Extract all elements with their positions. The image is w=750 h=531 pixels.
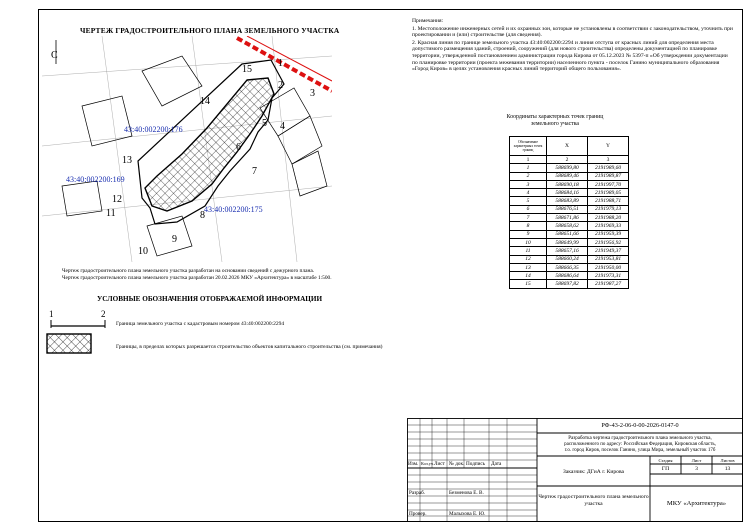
north-arrow-icon xyxy=(51,40,58,64)
table-cell: 8 xyxy=(510,222,547,230)
stamp-stage: ГП xyxy=(661,466,670,472)
table-row xyxy=(510,263,629,271)
point-label-4: 4 xyxy=(280,121,285,132)
point-label-15: 15 xyxy=(242,64,252,75)
stamp-sheet: 3 xyxy=(695,466,698,472)
title-block xyxy=(407,418,743,522)
point-label-14: 14 xyxy=(200,96,210,107)
svg-text:1: 1 xyxy=(49,309,54,319)
table-cell: 2 xyxy=(510,172,547,180)
col-header-point: Обозначение характерных точек границ xyxy=(510,137,547,156)
note-item-1: 1. Местоположение инженерных сетей и их охранных зон, которые не установлены в соответствии с законодательством, уточнить при проектировании и (или) строительстве (для сведения). xyxy=(412,25,733,39)
notes-block xyxy=(412,18,734,74)
table-cell: 2191950,00 xyxy=(588,263,629,271)
table-row xyxy=(510,238,629,246)
table-cell: 588697,82 xyxy=(547,280,588,288)
point-label-11: 11 xyxy=(106,208,116,219)
table-cell: 2191989,05 xyxy=(588,189,629,197)
table-cell: 2191988,20 xyxy=(588,214,629,222)
table-cell: 2191956,92 xyxy=(588,238,629,246)
table-row xyxy=(510,247,629,255)
table-cell: 13 xyxy=(510,263,547,271)
table-row xyxy=(510,272,629,280)
point-label-10: 10 xyxy=(138,246,148,257)
point-label-6: 6 xyxy=(236,142,241,153)
basis-text: Чертеж градостроительного плана земельного участка разработан на основании сведений с дежурного плана. Чертеж градостроительного плана земельного участка разработан 20.02.2026 МКУ «Архитектура» в масштабе 1:500. xyxy=(62,268,332,281)
table-cell: 4 xyxy=(510,189,547,197)
stamp-drawing-title: Чертеж градостроительного плана земельного участка xyxy=(538,494,649,507)
point-label-8: 8 xyxy=(200,210,205,221)
table-cell: 2191979,13 xyxy=(588,205,629,213)
table-row xyxy=(510,197,629,205)
notes-heading: Примечания: xyxy=(412,18,444,24)
table-row xyxy=(510,222,629,230)
table-cell: 14 xyxy=(510,272,547,280)
stamp-col-date: Дата xyxy=(491,461,502,467)
point-label-5: 5 xyxy=(262,118,267,129)
stamp-dev-name: Безменова Е. В. xyxy=(449,490,484,496)
table-cell: 2191949,37 xyxy=(588,247,629,255)
table-cell: 588684,16 xyxy=(547,189,588,197)
stamp-col-doc: № док. xyxy=(449,461,465,467)
stamp-chk-label: Провер. xyxy=(409,511,427,517)
table-cell: 588658,62 xyxy=(547,222,588,230)
table-cell: 1 xyxy=(510,164,547,172)
table-cell: 588683,89 xyxy=(547,197,588,205)
point-label-13: 13 xyxy=(122,155,132,166)
stamp-sheets-header: Листов xyxy=(720,458,735,463)
table-row xyxy=(510,189,629,197)
point-label-9: 9 xyxy=(172,234,177,245)
stamp-chk-name: Малыхова Е. Ю. xyxy=(449,511,486,517)
table-cell: 588651,66 xyxy=(547,230,588,238)
parcel-label-169: 43:40:002200:169 xyxy=(66,175,125,184)
table-row xyxy=(510,205,629,213)
table-cell: 588657,16 xyxy=(547,247,588,255)
point-label-2: 2 xyxy=(278,80,283,91)
table-cell: 588666,35 xyxy=(547,263,588,271)
stamp-col-sign: Подпись xyxy=(466,461,486,467)
table-cell: 2191987,27 xyxy=(588,280,629,288)
table-row xyxy=(510,230,629,238)
table-cell: 5 xyxy=(510,197,547,205)
table-cell: 2191953,81 xyxy=(588,255,629,263)
table-cell: 11 xyxy=(510,247,547,255)
table-row xyxy=(510,172,629,180)
svg-text:2: 2 xyxy=(101,309,106,319)
stamp-col-koluch: Кол.уч. xyxy=(421,461,435,466)
point-label-12: 12 xyxy=(112,194,122,205)
svg-text:С: С xyxy=(51,50,58,61)
table-cell: 2191989,87 xyxy=(588,172,629,180)
table-cell: 588690,18 xyxy=(547,180,588,188)
table-cell: 2191973,31 xyxy=(588,272,629,280)
table-cell: 588686,64 xyxy=(547,272,588,280)
hatch-symbol xyxy=(46,333,92,354)
table-row xyxy=(510,180,629,188)
stamp-customer: Заказчик: ДГиА г. Кирова xyxy=(562,469,625,475)
table-cell: 2191959,39 xyxy=(588,230,629,238)
col-header-y: Y xyxy=(588,137,629,156)
legend-hatch-text: Границы, в пределах которых разрешается строительство объектов капитального строительства (см. примечания) xyxy=(116,344,383,350)
table-cell: 7 xyxy=(510,214,547,222)
stamp-col-izm: Изм. xyxy=(408,461,419,467)
stamp-organization: МКУ «Архитектура» xyxy=(666,500,727,507)
point-label-3: 3 xyxy=(310,88,315,99)
site-plan-map xyxy=(42,36,332,262)
table-cell: 6 xyxy=(510,205,547,213)
table-cell: 588689,46 xyxy=(547,172,588,180)
parcel-label-175: 43:40:002200:175 xyxy=(204,205,263,214)
stamp-stage-header: Стадия xyxy=(658,458,673,463)
table-cell: 588676,51 xyxy=(547,205,588,213)
table-cell: 3 xyxy=(510,180,547,188)
table-cell: 588699,80 xyxy=(547,164,588,172)
page-title: ЧЕРТЕЖ ГРАДОСТРОИТЕЛЬНОГО ПЛАНА ЗЕМЕЛЬНОГО УЧАСТКА xyxy=(80,26,340,35)
stamp-sheets: 13 xyxy=(724,466,731,472)
legend-boundary-text: Граница земельного участка с кадастровым номером 43:40:002200:2294 xyxy=(116,321,285,327)
table-cell: 9 xyxy=(510,230,547,238)
coordinates-title: Координаты характерных точек границ земельного участка xyxy=(506,114,604,127)
table-cell: 10 xyxy=(510,238,547,246)
table-row xyxy=(510,214,629,222)
legend-title: УСЛОВНЫЕ ОБОЗНАЧЕНИЯ ОТОБРАЖАЕМОЙ ИНФОРМАЦИИ xyxy=(97,295,323,303)
table-cell: 2191969,33 xyxy=(588,222,629,230)
note-item-2: 2. Красная линия по границе земельного участка 43:40:002200:2294 и линия отступа от красных линий для определения места допустимого размещения зданий, строений, сооружений (для нового строительства) определены документацией по планировке территории, утвержденной постановлением администрации города Кирова от 05.12.2023 № 5397-п «Об утверждении документации по планировке территории (проекта межевания территории) населенного пункта - поселок Ганино муниципального образования «Город Киров» в целях установления красных линий территорий общего пользования». xyxy=(412,39,728,73)
stamp-description: Разработка чертежа градостроительного плана земельного участка, расположенного по адресу: Российская Федерация, Кировская область, г.о. город Киров, поселок Ганино, улица Мира, земельный участок 17б xyxy=(564,436,716,453)
coordinates-table: Обозначение характерных точек границ X Y 1 2 3 1 588699,80 2191989,60 2 588689,46 2191989,87 3 588690,18 2191997,70 4 588684,16 2191989,05 5 588683,89 2191988,71 6 588676,51 2191979,13 7 588671,86 2191988,20 8 588658,62 2191969,33 9 588651,66 2191959,39 10 588649,99 2191956,92 11 588657,16 2191949,37 12 588660,24 2191953,81 13 588666,35 2191950,00 14 588686,64 2191973,31 15 588697,82 2191987,27 xyxy=(509,136,629,289)
table-cell: 588660,24 xyxy=(547,255,588,263)
table-cell: 15 xyxy=(510,280,547,288)
stamp-sheet-header: Лист xyxy=(691,458,702,463)
table-row xyxy=(510,255,629,263)
stamp-code: РФ-43-2-06-0-00-2026-0147-0 xyxy=(601,422,679,429)
table-cell: 2191997,70 xyxy=(588,180,629,188)
parcel-label-176: 43:40:002200:176 xyxy=(124,125,183,134)
stamp-dev-label: Разраб. xyxy=(409,490,426,496)
table-row xyxy=(510,280,629,288)
boundary-line-symbol xyxy=(47,308,109,330)
stamp-col-list: Лист xyxy=(434,461,445,467)
table-cell: 2191989,60 xyxy=(588,164,629,172)
point-label-7: 7 xyxy=(252,166,257,177)
table-cell: 588671,86 xyxy=(547,214,588,222)
table-row xyxy=(510,164,629,172)
col-header-x: X xyxy=(547,137,588,156)
point-label-1: 1 xyxy=(278,58,283,69)
table-cell: 12 xyxy=(510,255,547,263)
table-cell: 588649,99 xyxy=(547,238,588,246)
table-cell: 2191988,71 xyxy=(588,197,629,205)
